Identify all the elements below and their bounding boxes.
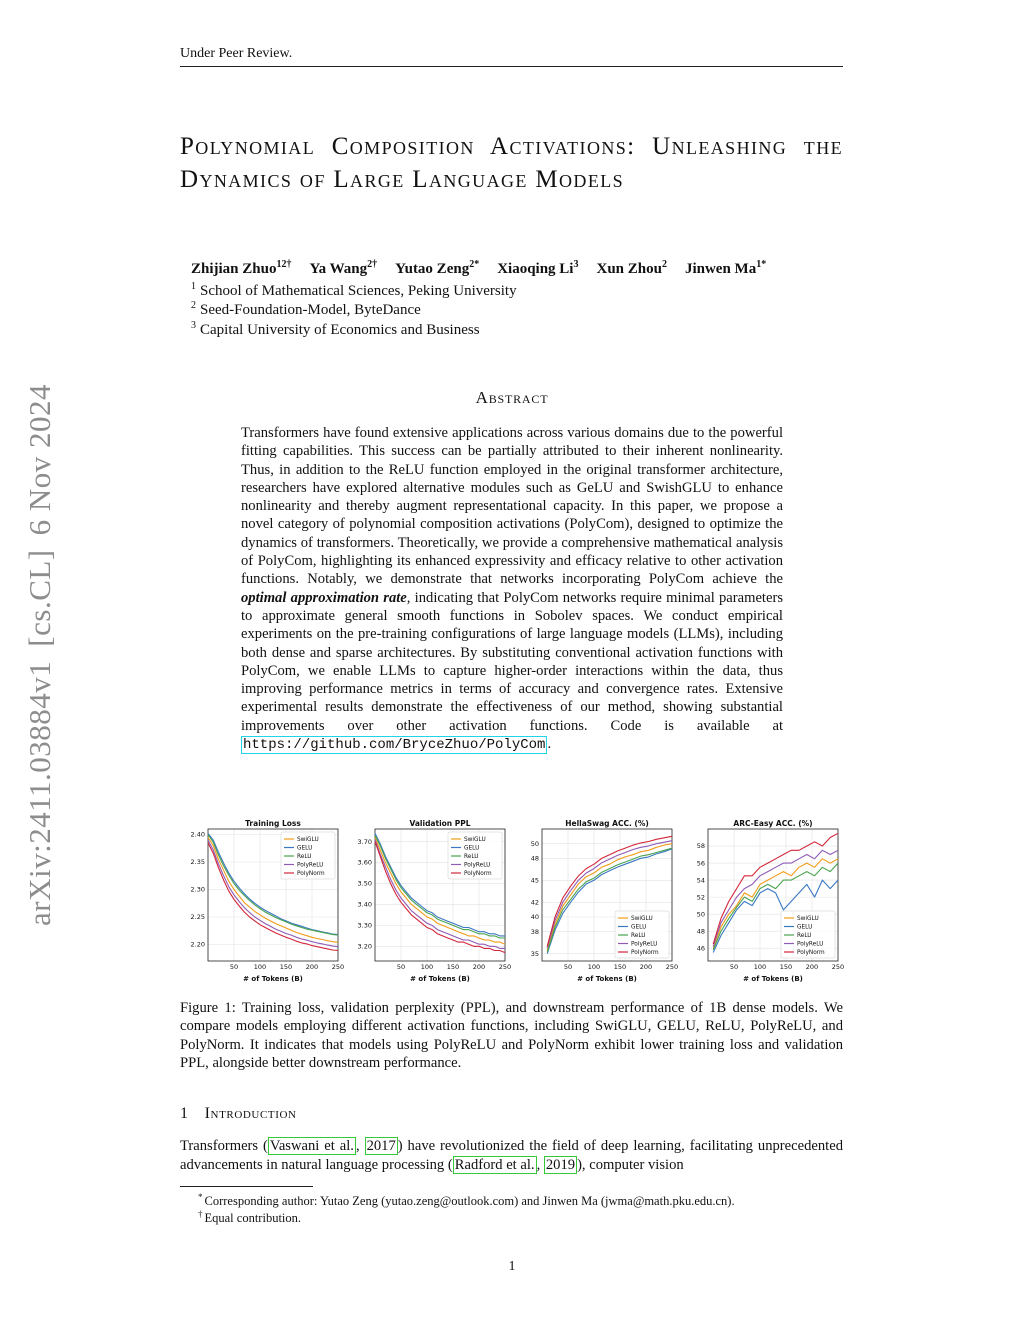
legend-label: ReLU (797, 933, 812, 939)
x-axis-label: # of Tokens (B) (243, 975, 303, 983)
legend-label: GELU (464, 845, 480, 852)
y-tick-label: 2.25 (190, 913, 205, 922)
legend-label: GELU (297, 845, 313, 852)
x-tick-label: 100 (420, 963, 434, 971)
figure-1 (178, 815, 844, 987)
footnote-rule (180, 1186, 313, 1187)
header-rule (180, 66, 843, 67)
legend-label: PolyReLU (631, 941, 658, 948)
legend-label: SwiGLU (464, 837, 486, 843)
y-tick-label: 2.20 (190, 940, 205, 949)
abstract-emphasis: optimal approximation rate (241, 589, 407, 606)
x-tick-label: 250 (331, 963, 344, 971)
arxiv-stamp: arXiv:2411.03884v1[cs.CL]6 Nov 2024 (22, 383, 57, 926)
abstract-heading: Abstract (475, 388, 549, 407)
y-tick-label: 3.40 (357, 900, 372, 909)
legend-label: SwiGLU (297, 837, 319, 843)
y-tick-label: 2.40 (190, 830, 205, 839)
y-tick-label: 3.30 (357, 921, 372, 930)
x-tick-label: 100 (587, 963, 601, 971)
section-heading-introduction: 1 Introduction (180, 1105, 297, 1122)
y-tick-label: 56 (696, 859, 705, 868)
running-header: Under Peer Review. (180, 46, 293, 61)
legend-label: GELU (797, 924, 813, 931)
legend-label: PolyNorm (797, 950, 825, 956)
x-tick-label: 250 (831, 963, 844, 971)
y-tick-label: 38 (530, 927, 539, 936)
legend-label: PolyReLU (464, 862, 491, 869)
legend-label: PolyNorm (297, 871, 325, 877)
x-tick-label: 200 (305, 963, 319, 971)
legend-label: ReLU (631, 933, 646, 939)
legend-label: PolyNorm (631, 950, 659, 956)
x-tick-label: 150 (613, 963, 627, 971)
chart-hellaswag-acc (512, 815, 678, 987)
x-tick-label: 200 (805, 963, 819, 971)
y-tick-label: 3.50 (357, 879, 372, 888)
x-tick-label: 200 (472, 963, 486, 971)
y-tick-label: 54 (696, 876, 705, 885)
citation-vaswani-year[interactable]: 2017 (366, 1138, 396, 1154)
x-tick-label: 150 (446, 963, 460, 971)
y-tick-label: 2.35 (190, 858, 205, 867)
author-4: Xiaoqing Li$^3$ (497, 259, 579, 277)
footnote-corresponding: * Corresponding author: Yutao Zeng (yutao.zeng@outlook.com) and Jinwen Ma (jwma@math.pku.edu.cn). (198, 1192, 735, 1209)
affiliation-2: $^2$ Seed-Foundation-Model, ByteDance (191, 300, 421, 318)
legend-label: SwiGLU (797, 916, 819, 922)
y-tick-label: 35 (530, 949, 539, 958)
x-tick-label: 50 (563, 963, 573, 971)
legend-label: ReLU (297, 854, 312, 860)
x-tick-label: 250 (498, 963, 511, 971)
y-tick-label: 48 (696, 927, 705, 936)
legend-label: PolyReLU (297, 862, 324, 869)
x-tick-label: 50 (229, 963, 239, 971)
y-tick-label: 50 (696, 910, 705, 919)
chart-validation-ppl (345, 815, 511, 987)
citation-radford[interactable]: Radford et al. (454, 1157, 535, 1173)
x-tick-label: 100 (753, 963, 767, 971)
code-url-link[interactable]: https://github.com/BryceZhuo/PolyCom (243, 737, 546, 754)
chart-title: HellaSwag ACC. (%) (565, 819, 649, 828)
figure-caption: Figure 1: Training loss, validation perplexity (PPL), and downstream performance of 1B dense models. We compare models employing different activation functions, including SwiGLU, GELU, ReLU, PolyReLU, and PolyNorm. It indicates that models using PolyReLU and PolyNorm exhibit lower training loss and validation PPL, alongside better downstream performance. (180, 1000, 843, 1071)
chart-arc-easy-acc (678, 815, 844, 987)
x-axis-label: # of Tokens (B) (410, 975, 470, 983)
chart-title: ARC-Easy ACC. (%) (733, 819, 813, 828)
citation-vaswani[interactable]: Vaswani et al. (269, 1138, 354, 1154)
author-2: Ya Wang$^{2\dagger}$ (309, 259, 378, 277)
y-tick-label: 45 (530, 876, 539, 885)
x-tick-label: 150 (779, 963, 793, 971)
legend-label: GELU (631, 924, 647, 931)
y-tick-label: 3.60 (357, 858, 372, 867)
x-tick-label: 250 (665, 963, 678, 971)
x-axis-label: # of Tokens (B) (577, 975, 637, 983)
abstract-body: Transformers have found extensive applications across various domains due to the powerful fitting capabilities. This success can be partially attributed to their inherent nonlinearity. Thus, in addition to the ReLU function employed in the original transformer architecture, researchers have explored alternative modules such as GeLU and SwishGLU to enhance nonlinearity and thereby augment representational capacity. In this paper, we propose a novel category of polynomial composition activations (PolyCom), designed to optimize the dynamics of transformers. Theoretically, we provide a comprehensive mathematical analysis of PolyCom, highlighting its enhanced expressivity and efficacy relative to other activation functions. Notably, we demonstrate that networks incorporating PolyCom achieve the optimal approximation rate, indicating that PolyCom networks require minimal parameters to approximate general smooth functions in Sobolev spaces. We conduct empirical experiments on the pre-training configurations of large language models (LLMs), including both dense and sparse architectures. By substituting conventional activation functions with PolyCom, we enable LLMs to capture higher-order interactions within the data, thus improving performance metrics in terms of accuracy and convergence rates. Extensive experimental results demonstrate the effectiveness of our method, showing substantial improvements over other activation functions. Code is available at https://github.com/BryceZhuo/PolyCom . (241, 425, 783, 754)
y-tick-label: 3.70 (357, 837, 372, 846)
y-tick-label: 42 (530, 898, 539, 907)
y-tick-label: 3.20 (357, 942, 372, 951)
introduction-paragraph: Transformers ( Vaswani et al. , 2017 ) have revolutionized the field of deep learning, facilitating unprecedented advancements in natural language processing ( Radford et al. , 2019 ), computer vision (180, 1138, 843, 1173)
affiliation-3: $^3$ Capital University of Economics and Business (191, 320, 480, 338)
legend-label: PolyReLU (797, 941, 824, 948)
x-tick-label: 150 (279, 963, 293, 971)
y-tick-label: 2.30 (190, 885, 205, 894)
chart-title: Training Loss (245, 819, 301, 828)
author-5: Xun Zhou$^2$ (596, 259, 667, 277)
legend-label: PolyNorm (464, 871, 492, 877)
y-tick-label: 46 (696, 944, 705, 953)
legend-label: ReLU (464, 854, 479, 860)
y-tick-label: 48 (530, 854, 539, 863)
author-1: Zhijian Zhuo$^{12\dagger}$ (191, 259, 292, 277)
page-number: 1 (508, 1259, 516, 1274)
x-tick-label: 50 (729, 963, 739, 971)
affiliation-1: $^1$ School of Mathematical Sciences, Peking University (191, 281, 517, 299)
y-tick-label: 50 (530, 839, 539, 848)
citation-radford-year[interactable]: 2019 (545, 1157, 576, 1173)
author-6: Jinwen $Ma^{1*}$ (684, 259, 767, 277)
author-3: Yutao Zeng$^{2*}$ (395, 259, 480, 277)
x-tick-label: 50 (396, 963, 406, 971)
chart-title: Validation PPL (409, 819, 471, 828)
x-tick-label: 200 (639, 963, 653, 971)
x-tick-label: 100 (253, 963, 267, 971)
author-list (191, 259, 784, 278)
x-axis-label: # of Tokens (B) (743, 975, 803, 983)
y-tick-label: 52 (696, 893, 705, 902)
y-tick-label: 40 (530, 913, 539, 922)
footnote-equal: † Equal contribution. (198, 1209, 302, 1226)
paper-title: Polynomial Composition Activations: Unleashing the Dynamics of Large Language Models (180, 133, 843, 193)
chart-training-loss (178, 815, 344, 987)
y-tick-label: 58 (696, 842, 705, 851)
legend-label: SwiGLU (631, 916, 653, 922)
